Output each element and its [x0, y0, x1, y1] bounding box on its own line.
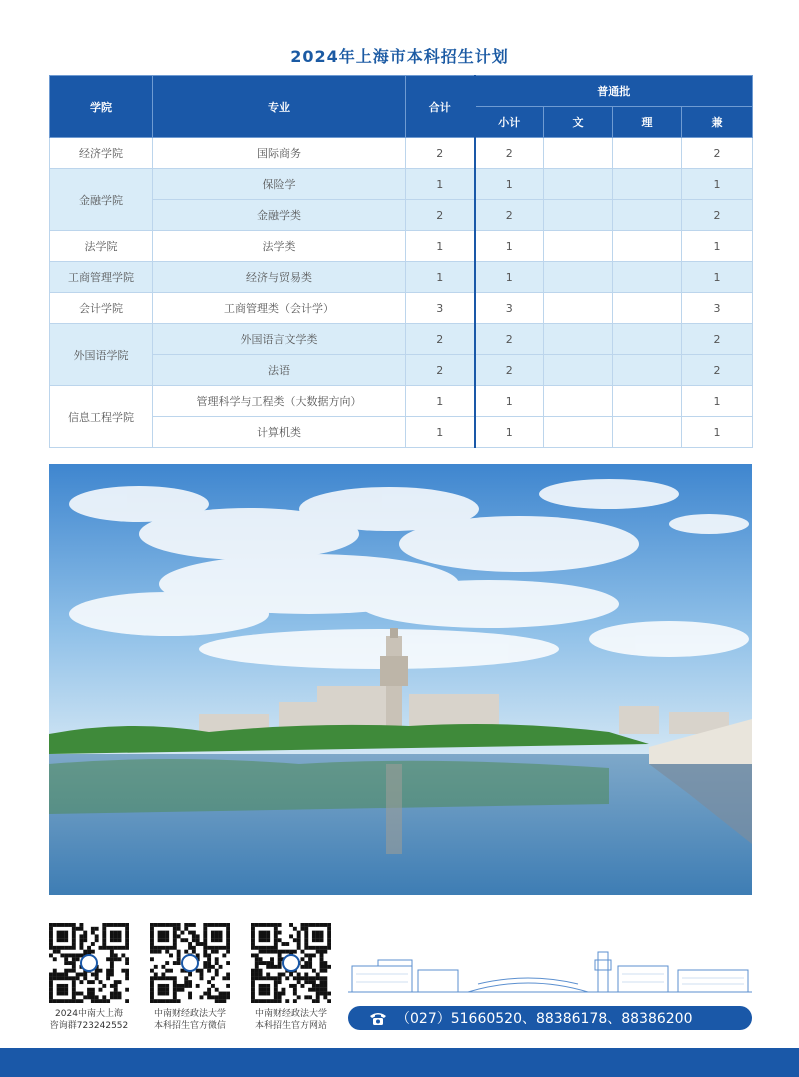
qr-code-wechat[interactable] [150, 923, 230, 1003]
cell-li [613, 417, 682, 448]
table-row [50, 324, 753, 355]
cell-total: 2 [406, 138, 475, 169]
cell-jian: 1 [682, 169, 753, 200]
qr-caption-line2: 咨询群723242552 [49, 1021, 129, 1031]
cell-li [613, 169, 682, 200]
campus-skyline-illustration [348, 944, 752, 994]
table-row [50, 417, 753, 448]
cell-subtotal: 1 [475, 417, 544, 448]
cell-subtotal: 2 [475, 138, 544, 169]
cell-subtotal: 2 [475, 355, 544, 386]
header-batch: 普通批 [475, 76, 753, 107]
cell-total: 2 [406, 200, 475, 231]
cell-li [613, 324, 682, 355]
cell-total: 1 [406, 417, 475, 448]
header-major: 专业 [153, 76, 406, 138]
cell-jian: 2 [682, 138, 753, 169]
campus-photo [49, 464, 752, 895]
cell-total: 1 [406, 231, 475, 262]
cell-wen [544, 200, 613, 231]
cell-total: 1 [406, 169, 475, 200]
qr-caption-line1: 2024中南大上海 [55, 1009, 123, 1019]
cell-college: 经济学院 [50, 138, 153, 169]
cell-total: 2 [406, 355, 475, 386]
cell-li [613, 138, 682, 169]
enrollment-plan-table [49, 75, 753, 448]
cell-subtotal: 1 [475, 169, 544, 200]
qr-caption-line1: 中南财经政法大学 [153, 1009, 226, 1019]
qr-caption-consult-group [39, 1008, 139, 1032]
cell-li [613, 386, 682, 417]
table-row [50, 169, 753, 200]
page-title: 2024年上海市本科招生计划 [290, 47, 509, 66]
cell-major: 金融学类 [153, 200, 406, 231]
cell-total: 1 [406, 262, 475, 293]
cell-jian: 3 [682, 293, 753, 324]
qr-caption-wechat [140, 1008, 240, 1032]
cell-wen [544, 417, 613, 448]
table-row [50, 231, 753, 262]
qr-code-website[interactable] [251, 923, 331, 1003]
header-college: 学院 [50, 76, 153, 138]
cell-li [613, 231, 682, 262]
header-subtotal: 小计 [475, 107, 544, 138]
cell-college: 金融学院 [50, 169, 153, 231]
cell-wen [544, 355, 613, 386]
cell-major: 工商管理类（会计学） [153, 293, 406, 324]
cell-subtotal: 2 [475, 324, 544, 355]
cell-total: 3 [406, 293, 475, 324]
header-li: 理 [613, 107, 682, 138]
cell-college: 外国语学院 [50, 324, 153, 386]
header-total: 合计 [406, 76, 475, 138]
cell-major: 外国语言文学类 [153, 324, 406, 355]
cell-major: 管理科学与工程类（大数据方向） [153, 386, 406, 417]
cell-college: 会计学院 [50, 293, 153, 324]
cell-li [613, 200, 682, 231]
cell-jian: 2 [682, 200, 753, 231]
cell-li [613, 355, 682, 386]
contact-phone-bar [348, 1006, 752, 1030]
cell-major: 计算机类 [153, 417, 406, 448]
table-row [50, 200, 753, 231]
table-row [50, 138, 753, 169]
cell-subtotal: 1 [475, 231, 544, 262]
cell-jian: 1 [682, 262, 753, 293]
cell-jian: 1 [682, 386, 753, 417]
cell-jian: 1 [682, 417, 753, 448]
cell-li [613, 293, 682, 324]
telephone-icon [368, 1010, 388, 1026]
qr-caption-line2: 本科招生官方网站 [254, 1021, 327, 1031]
cell-subtotal: 3 [475, 293, 544, 324]
table-row [50, 355, 753, 386]
cell-wen [544, 386, 613, 417]
cell-jian: 2 [682, 355, 753, 386]
cell-wen [544, 262, 613, 293]
cell-major: 法语 [153, 355, 406, 386]
cell-major: 经济与贸易类 [153, 262, 406, 293]
cell-college: 工商管理学院 [50, 262, 153, 293]
qr-caption-line2: 本科招生官方微信 [153, 1021, 226, 1031]
cell-college: 法学院 [50, 231, 153, 262]
cell-subtotal: 1 [475, 262, 544, 293]
cell-major: 保险学 [153, 169, 406, 200]
cell-total: 1 [406, 386, 475, 417]
qr-code-consult-group[interactable] [49, 923, 129, 1003]
header-wen: 文 [544, 107, 613, 138]
cell-wen [544, 231, 613, 262]
cell-college: 信息工程学院 [50, 386, 153, 448]
contact-phone-numbers: （027）51660520、88386178、88386200 [396, 1011, 693, 1027]
header-jian: 兼 [682, 107, 753, 138]
cell-major: 法学类 [153, 231, 406, 262]
cell-subtotal: 2 [475, 200, 544, 231]
qr-caption-website [241, 1008, 341, 1032]
cell-wen [544, 293, 613, 324]
table-row [50, 293, 753, 324]
cell-wen [544, 169, 613, 200]
cell-jian: 1 [682, 231, 753, 262]
table-row [50, 386, 753, 417]
cell-subtotal: 1 [475, 386, 544, 417]
cell-total: 2 [406, 324, 475, 355]
cell-wen [544, 324, 613, 355]
qr-caption-line1: 中南财经政法大学 [254, 1009, 327, 1019]
cell-major: 国际商务 [153, 138, 406, 169]
cell-li [613, 262, 682, 293]
footer-band [0, 1048, 799, 1077]
cell-jian: 2 [682, 324, 753, 355]
table-row [50, 262, 753, 293]
cell-wen [544, 138, 613, 169]
